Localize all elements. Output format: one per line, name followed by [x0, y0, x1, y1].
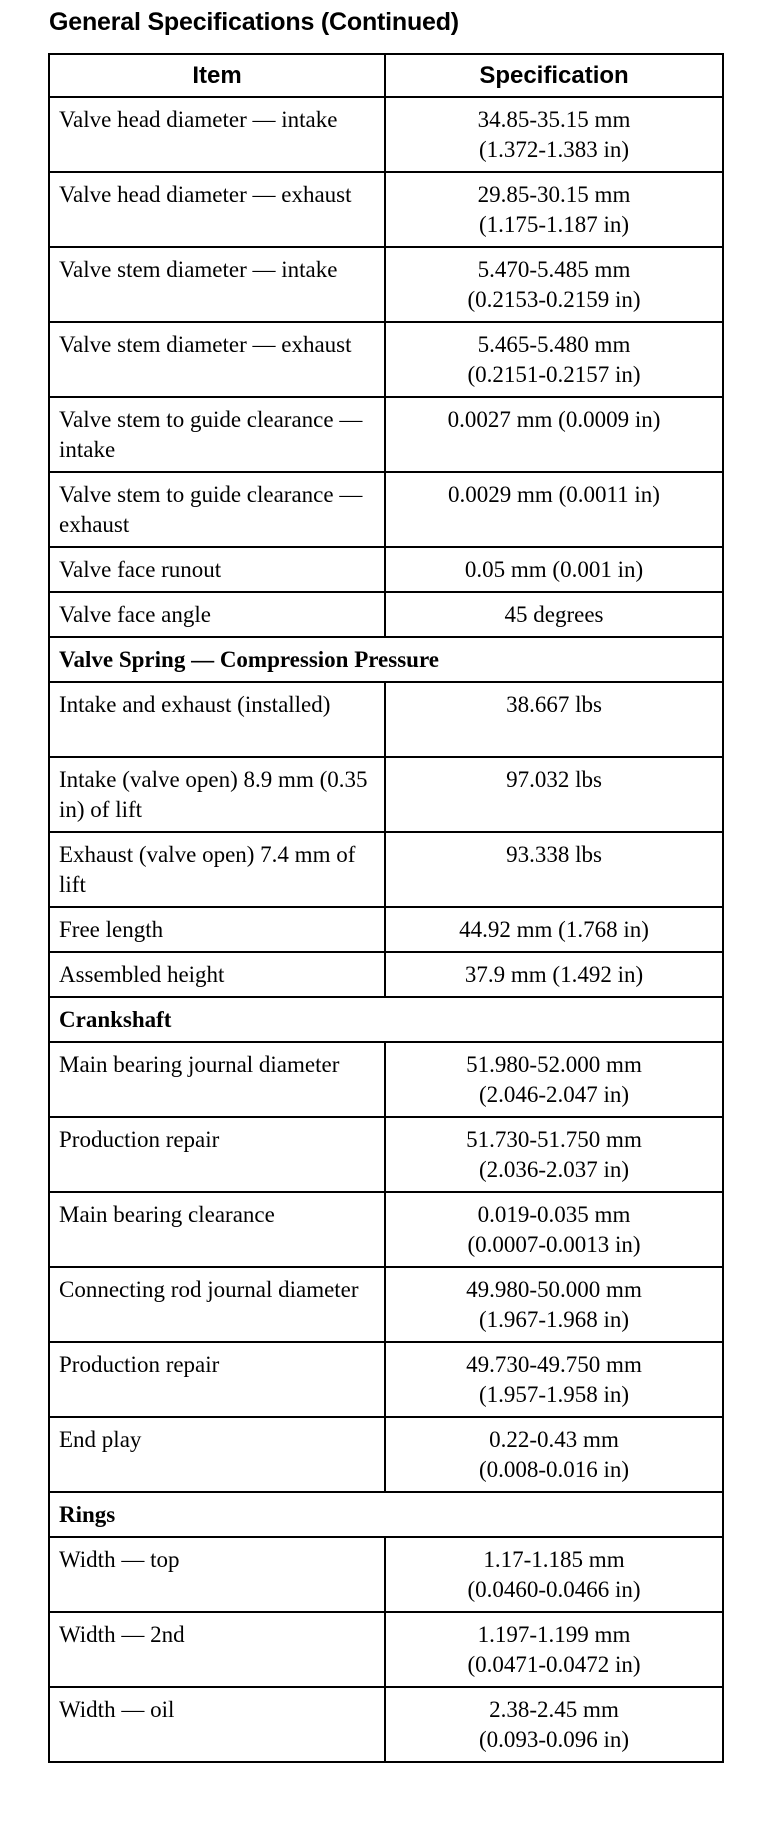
- table-row: [49, 1267, 723, 1342]
- table-header-row: [49, 54, 723, 97]
- item-cell: Valve stem diameter — exhaust: [49, 322, 385, 397]
- table-row: [49, 757, 723, 832]
- specification-cell: [385, 547, 723, 592]
- table-row: [49, 1042, 723, 1117]
- specification-line: 5.465-5.480 mm: [477, 332, 631, 357]
- table-row: [49, 907, 723, 952]
- specification-line: 0.0029 mm (0.0011 in): [448, 482, 660, 507]
- table-row: [49, 832, 723, 907]
- specification-line: 34.85-35.15 mm: [477, 107, 631, 132]
- specification-line: 0.22-0.43 mm: [489, 1427, 619, 1452]
- table-body: [49, 97, 723, 1762]
- item-cell: Intake and exhaust (installed): [49, 682, 385, 757]
- table-section-row: [49, 637, 723, 682]
- specification-line: (0.0460-0.0466 in): [467, 1577, 641, 1602]
- item-cell: Production repair: [49, 1342, 385, 1417]
- column-header-specification: Specification: [385, 54, 723, 97]
- item-cell: Valve stem diameter — intake: [49, 247, 385, 322]
- specification-line: 1.17-1.185 mm: [483, 1547, 625, 1572]
- specification-cell: [385, 1192, 723, 1267]
- specification-line: 2.38-2.45 mm: [489, 1697, 619, 1722]
- table-row: [49, 322, 723, 397]
- specification-line: 49.730-49.750 mm: [466, 1352, 642, 1377]
- page-title: General Specifications (Continued): [49, 8, 459, 36]
- item-cell: Connecting rod journal diameter: [49, 1267, 385, 1342]
- item-cell: Valve head diameter — intake: [49, 97, 385, 172]
- table-row: [49, 1687, 723, 1762]
- table-row: [49, 472, 723, 547]
- specification-line: 45 degrees: [504, 602, 604, 627]
- specification-cell: [385, 682, 723, 757]
- table-row: [49, 97, 723, 172]
- table-row: [49, 1417, 723, 1492]
- item-cell: Free length: [49, 907, 385, 952]
- specification-cell: [385, 1267, 723, 1342]
- specification-cell: [385, 1342, 723, 1417]
- general-specifications-table: [48, 53, 724, 1763]
- specification-line: 5.470-5.485 mm: [477, 257, 631, 282]
- specification-cell: [385, 172, 723, 247]
- item-cell: Main bearing journal diameter: [49, 1042, 385, 1117]
- specification-line: 97.032 lbs: [506, 767, 602, 792]
- specification-line: (0.2153-0.2159 in): [467, 287, 641, 312]
- table-row: [49, 247, 723, 322]
- specification-cell: [385, 832, 723, 907]
- specification-line: 0.05 mm (0.001 in): [464, 557, 644, 582]
- item-cell: Exhaust (valve open) 7.4 mm of lift: [49, 832, 385, 907]
- specification-cell: [385, 952, 723, 997]
- table-row: [49, 1117, 723, 1192]
- specification-cell: [385, 97, 723, 172]
- specification-line: 93.338 lbs: [506, 842, 602, 867]
- item-cell: Width — oil: [49, 1687, 385, 1762]
- specification-line: 0.019-0.035 mm: [477, 1202, 631, 1227]
- specification-line: 37.9 mm (1.492 in): [464, 962, 644, 987]
- specification-cell: [385, 907, 723, 952]
- section-heading: Rings: [49, 1492, 723, 1537]
- specification-line: (1.967-1.968 in): [478, 1307, 630, 1332]
- specification-cell: [385, 757, 723, 832]
- specification-cell: [385, 247, 723, 322]
- specification-cell: [385, 397, 723, 472]
- specification-line: 29.85-30.15 mm: [477, 182, 631, 207]
- specification-line: (0.008-0.016 in): [478, 1457, 630, 1482]
- specification-line: (2.046-2.047 in): [478, 1082, 630, 1107]
- table-row: [49, 1612, 723, 1687]
- column-header-item: Item: [49, 54, 385, 97]
- item-cell: Width — 2nd: [49, 1612, 385, 1687]
- specification-cell: [385, 322, 723, 397]
- specification-line: 0.0027 mm (0.0009 in): [447, 407, 661, 432]
- specification-line: 38.667 lbs: [506, 692, 602, 717]
- specification-cell: [385, 1117, 723, 1192]
- specification-line: (0.2151-0.2157 in): [467, 362, 641, 387]
- table-row: [49, 172, 723, 247]
- specification-line: 49.980-50.000 mm: [466, 1277, 642, 1302]
- table-section-row: [49, 1492, 723, 1537]
- specification-line: 1.197-1.199 mm: [477, 1622, 631, 1647]
- specification-line: (1.175-1.187 in): [478, 212, 630, 237]
- specification-line: (1.372-1.383 in): [478, 137, 630, 162]
- specification-line: (0.0471-0.0472 in): [467, 1652, 641, 1677]
- item-cell: Intake (valve open) 8.9 mm (0.35 in) of lift: [49, 757, 385, 832]
- item-cell: Main bearing clearance: [49, 1192, 385, 1267]
- specification-line: 51.730-51.750 mm: [466, 1127, 642, 1152]
- specification-cell: [385, 472, 723, 547]
- specification-cell: [385, 1687, 723, 1762]
- item-cell: End play: [49, 1417, 385, 1492]
- item-cell: Valve face runout: [49, 547, 385, 592]
- table-section-row: [49, 997, 723, 1042]
- table-row: [49, 1537, 723, 1612]
- specification-line: 51.980-52.000 mm: [466, 1052, 642, 1077]
- item-cell: Valve head diameter — exhaust: [49, 172, 385, 247]
- section-heading: Valve Spring — Compression Pressure: [49, 637, 723, 682]
- table-row: [49, 592, 723, 637]
- item-cell: Valve stem to guide clearance — intake: [49, 397, 385, 472]
- section-heading: Crankshaft: [49, 997, 723, 1042]
- specification-line: (0.093-0.096 in): [478, 1727, 630, 1752]
- table-row: [49, 547, 723, 592]
- table-row: [49, 682, 723, 757]
- specification-cell: [385, 592, 723, 637]
- item-cell: Valve face angle: [49, 592, 385, 637]
- specification-cell: [385, 1612, 723, 1687]
- specification-line: (0.0007-0.0013 in): [467, 1232, 641, 1257]
- item-cell: Valve stem to guide clearance — exhaust: [49, 472, 385, 547]
- specification-line: 44.92 mm (1.768 in): [459, 917, 649, 942]
- specification-cell: [385, 1537, 723, 1612]
- item-cell: Width — top: [49, 1537, 385, 1612]
- specification-line: (2.036-2.037 in): [478, 1157, 630, 1182]
- specification-cell: [385, 1417, 723, 1492]
- table-row: [49, 1192, 723, 1267]
- table-row: [49, 397, 723, 472]
- table-row: [49, 952, 723, 997]
- item-cell: Production repair: [49, 1117, 385, 1192]
- specification-line: (1.957-1.958 in): [478, 1382, 630, 1407]
- specification-cell: [385, 1042, 723, 1117]
- item-cell: Assembled height: [49, 952, 385, 997]
- table-row: [49, 1342, 723, 1417]
